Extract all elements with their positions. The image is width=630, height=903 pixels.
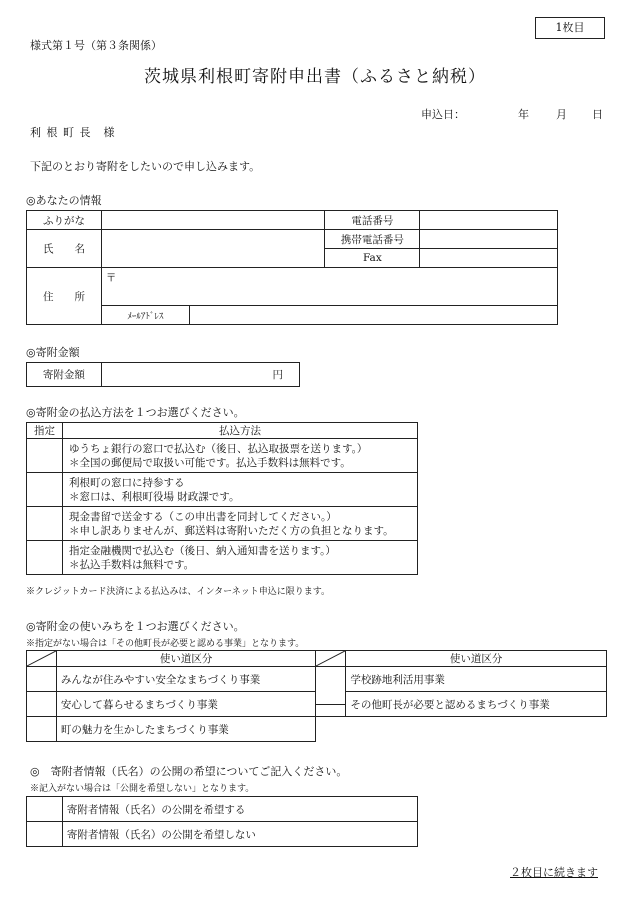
usage-option: 町の魅力を生かしたまちづくり事業 [56,717,316,742]
payment-option [62,541,417,575]
email-field[interactable] [189,306,557,325]
payment-option [62,473,417,507]
payment-option-note: ＊申し訳ありませんが、郵送料は寄附いただく方の負担となります。 [68,524,394,537]
name-field[interactable] [101,230,324,268]
furigana-field[interactable] [101,211,324,230]
usage-header-right: 使い道区分 [346,651,607,667]
usage-select-cell[interactable] [27,692,57,717]
page-title: 茨城県利根町寄附申出書（ふるさと納税） [144,67,486,87]
payment-select-cell[interactable] [27,439,63,473]
postal-mark: 〒 [105,272,117,284]
payment-select-cell[interactable] [27,541,63,575]
payment-table [26,422,418,575]
fax-label: Fax [325,249,420,268]
payment-select-cell[interactable] [27,473,63,507]
usage-select-cell[interactable] [27,667,57,692]
disclosure-option-no: 寄附者情報（氏名）の公開を希望しない [62,822,417,847]
usage-option: その他町長が必要と認めるまちづくり事業 [346,692,607,717]
payment-note: ※クレジットカード決済による払込みは、インターネット申込に限ります。 [26,587,330,597]
usage-diagonal-header-right [316,651,346,667]
continue-note: ２枚目に続きます [510,866,598,879]
payment-option [62,439,417,473]
disclosure-note: ※記入がない場合は「公開を希望しない」となります。 [30,784,255,794]
fax-field[interactable] [420,249,558,268]
disclosure-select-cell[interactable] [27,797,63,822]
payment-select-header: 指定 [27,423,63,439]
amount-heading: ◎寄附金額 [26,346,80,359]
usage-header-left: 使い道区分 [56,651,316,667]
address-field[interactable] [101,268,557,306]
info-table [26,210,558,325]
usage-heading: ◎寄附金の使いみちを１つお選びください。 [26,620,245,633]
date-year-label: 年 [518,108,529,121]
diagonal-line-icon [316,651,345,666]
amount-field[interactable] [101,363,299,387]
name-label: 氏 名 [27,230,102,268]
date-month-label: 月 [556,108,567,121]
sheet-number-box: 1枚目 [535,17,605,39]
payment-option-title: 利根町の窓口に持参する [68,476,185,489]
usage-table [26,650,607,742]
mobile-label: 携帯電話番号 [325,230,420,249]
intro-text: 下記のとおり寄附をしたいので申し込みます。 [30,160,261,173]
payment-heading: ◎寄附金の払込方法を１つお選びください。 [26,406,245,419]
disclosure-table [26,796,418,847]
addressee: 利 根 町 長 様 [30,126,116,139]
amount-label: 寄附金額 [27,363,102,387]
info-heading: ◎あなたの情報 [26,194,102,207]
payment-option [62,507,417,541]
payment-option-title: 現金書留で送金する（この申出書を同封してください。） [68,510,337,523]
disclosure-heading: ◎ 寄附者情報（氏名）の公開の希望についてご記入ください。 [30,765,348,778]
usage-diagonal-header-left [27,651,57,667]
usage-note: ※指定がない場合は「その他町長が必要と認める事業」となります。 [26,639,305,649]
usage-option: みんなが住みやすい安全なまちづくり事業 [56,667,316,692]
phone-field[interactable] [420,211,558,230]
usage-option: 学校跡地利活用事業 [346,667,607,692]
address-label: 住 所 [27,268,102,325]
payment-option-note: ＊払込手数料は無料です。 [68,558,195,571]
payment-option-note: ＊全国の郵便局で取扱い可能です。払込手数料は無料です。 [68,456,351,469]
usage-select-cell[interactable] [27,717,57,742]
disclosure-option-yes: 寄附者情報（氏名）の公開を希望する [62,797,417,822]
furigana-label: ふりがな [27,211,102,230]
usage-option: 安心して暮らせるまちづくり事業 [56,692,316,717]
payment-option-title: ゆうちょ銀行の窓口で払込む（後日、払込取扱票を送ります。） [68,442,368,455]
payment-select-cell[interactable] [27,507,63,541]
form-number: 様式第１号（第３条関係） [30,39,162,52]
payment-option-title: 指定金融機関で払込む（後日、納入通知書を送ります。） [68,544,336,557]
disclosure-select-cell[interactable] [27,822,63,847]
payment-method-header: 払込方法 [62,423,417,439]
diagonal-line-icon [27,651,56,666]
mobile-field[interactable] [420,230,558,249]
usage-select-cell[interactable] [316,667,346,717]
payment-option-note: ＊窓口は、利根町役場 財政課です。 [68,490,240,503]
date-label: 申込日： [421,108,465,121]
email-label: ﾒｰﾙｱﾄﾞﾚｽ [101,306,189,325]
date-day-label: 日 [592,108,603,121]
amount-unit: 円 [272,369,283,381]
amount-table [26,362,300,387]
phone-label: 電話番号 [325,211,420,230]
